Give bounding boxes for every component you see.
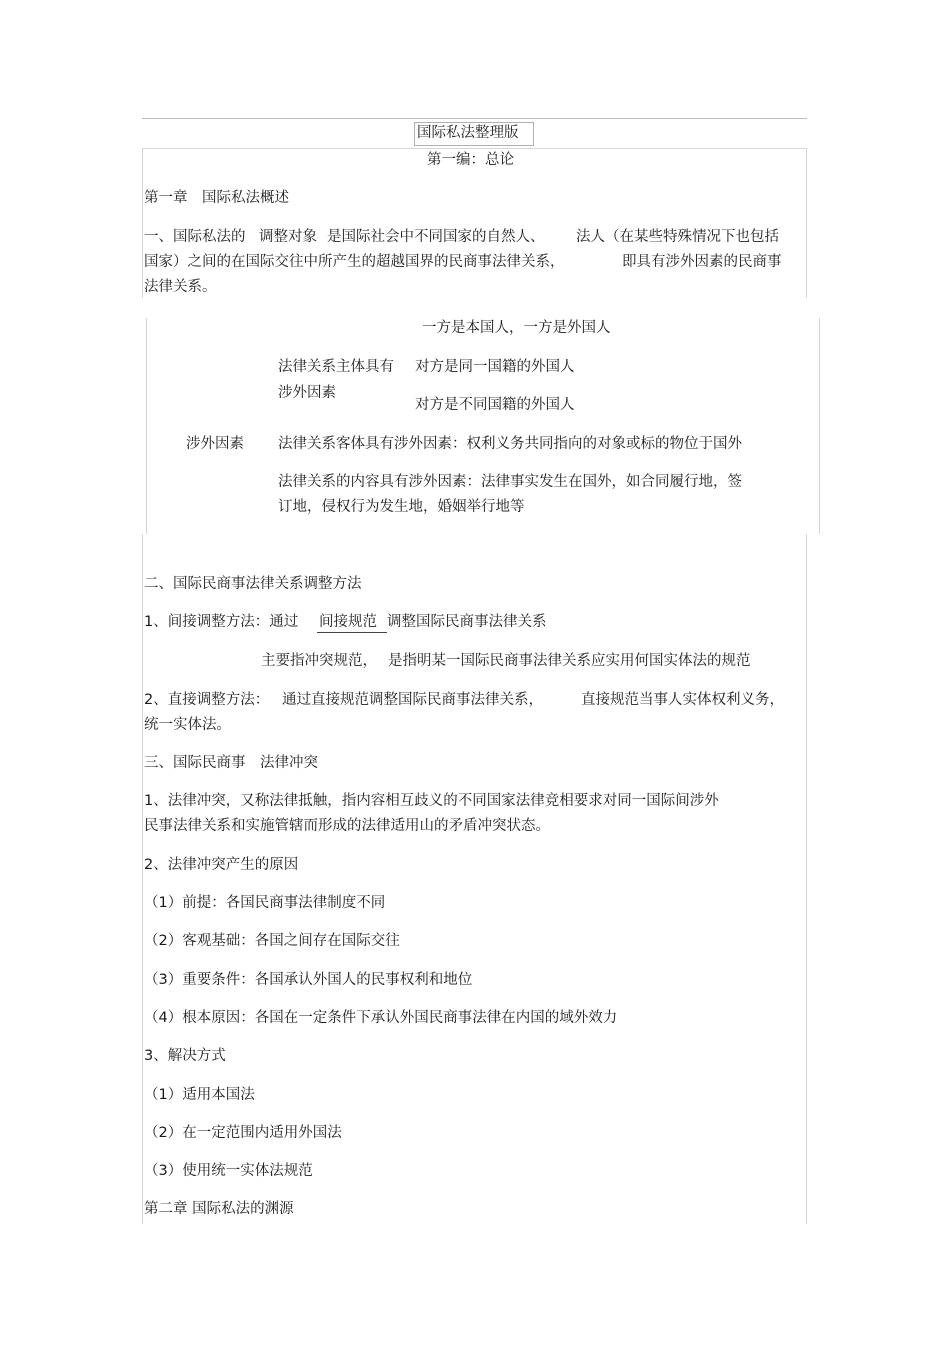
left-border-lower (142, 534, 143, 1224)
chapter-1-heading: 第一章 国际私法概述 (144, 190, 289, 206)
s2-2-a: 2、直接调整方法： (144, 692, 270, 708)
diagram-root: 涉外因素 (186, 436, 244, 452)
diagram-sub1: 一方是本国人，一方是外国人 (422, 320, 611, 336)
left-border-upper (142, 148, 143, 298)
left-border-box (146, 318, 147, 534)
diagram-content-b: 订地，侵权行为发生地，婚姻举行地等 (278, 499, 525, 515)
s1-line1-c: 是国际社会中不同国家的自然人、 (327, 229, 545, 245)
right-border-upper (806, 148, 807, 298)
s3-2-heading: 2、法律冲突产生的原因 (144, 857, 299, 873)
s1-line2-a: 国家）之间的在国际交往中所产生的超越国界的民商事法律关系， (144, 254, 565, 270)
s2-2-d: 统一实体法。 (144, 717, 231, 733)
s1-line3: 法律关系。 (144, 279, 217, 295)
top-rule (142, 118, 807, 119)
cause-item: （3）重要条件：各国承认外国人的民事权利和地位 (144, 972, 473, 988)
cause-item: （2）客观基础：各国之间存在国际交往 (144, 933, 400, 949)
s1-line2-b: 即具有涉外因素的民商事 (622, 254, 782, 270)
s3-1-a: 1、法律冲突，又称法律抵触，指内容相互歧义的不同国家法律竞相要求对同一国际间涉外 (144, 793, 719, 809)
s3-3-heading: 3、解决方式 (144, 1048, 226, 1064)
s2-1-note-a: 主要指冲突规范， (261, 653, 377, 669)
title-rule (142, 148, 807, 149)
document-title: 国际私法整理版 (417, 125, 519, 141)
solution-item: （2）在一定范围内适用外国法 (144, 1125, 342, 1141)
s2-1-b: 间接规范 (319, 614, 377, 630)
s1-line1-b: 调整对象 (259, 229, 317, 245)
s1-line1-a: 一、国际私法的 (144, 229, 246, 245)
right-border-lower (806, 534, 807, 1224)
diagram-subject-b: 涉外因素 (278, 385, 336, 401)
right-border-box (819, 318, 820, 534)
part-heading: 第一编：总论 (427, 152, 514, 168)
diagram-sub3: 对方是不同国籍的外国人 (415, 397, 575, 413)
s2-2-b: 通过直接规范调整国际民商事法律关系， (282, 692, 543, 708)
solution-item: （1）适用本国法 (144, 1087, 255, 1103)
s3-1-b: 民事法律关系和实施管辖而形成的法律适用山的矛盾冲突状态。 (144, 818, 550, 834)
s1-line1-d: 法人（在某些特殊情况下也包括 (576, 229, 779, 245)
s2-1-c: 调整国际民商事法律关系 (387, 614, 547, 630)
diagram-object: 法律关系客体具有涉外因素：权利义务共同指向的对象或标的物位于国外 (278, 436, 742, 452)
diagram-subject-a: 法律关系主体具有 (278, 359, 394, 375)
cause-item: （4）根本原因：各国在一定条件下承认外国民商事法律在内国的域外效力 (144, 1010, 618, 1026)
diagram-sub2: 对方是同一国籍的外国人 (415, 359, 575, 375)
s3-heading: 三、国际民商事 法律冲突 (144, 755, 318, 771)
s2-2-c: 直接规范当事人实体权利义务， (581, 692, 784, 708)
solution-item: （3）使用统一实体法规范 (144, 1163, 313, 1179)
diagram-content-a: 法律关系的内容具有涉外因素：法律事实发生在国外，如合同履行地，签 (278, 474, 742, 490)
s2-1-note-b: 是指明某一国际民商事法律关系应实用何国实体法的规范 (388, 653, 751, 669)
s2-1-b-underline (317, 632, 387, 633)
s2-1-a: 1、间接调整方法：通过 (144, 614, 299, 630)
cause-item: （1）前提：各国民商事法律制度不同 (144, 895, 386, 911)
s2-heading: 二、国际民商事法律关系调整方法 (144, 576, 362, 592)
chapter-2-heading: 第二章 国际私法的渊源 (144, 1201, 294, 1217)
